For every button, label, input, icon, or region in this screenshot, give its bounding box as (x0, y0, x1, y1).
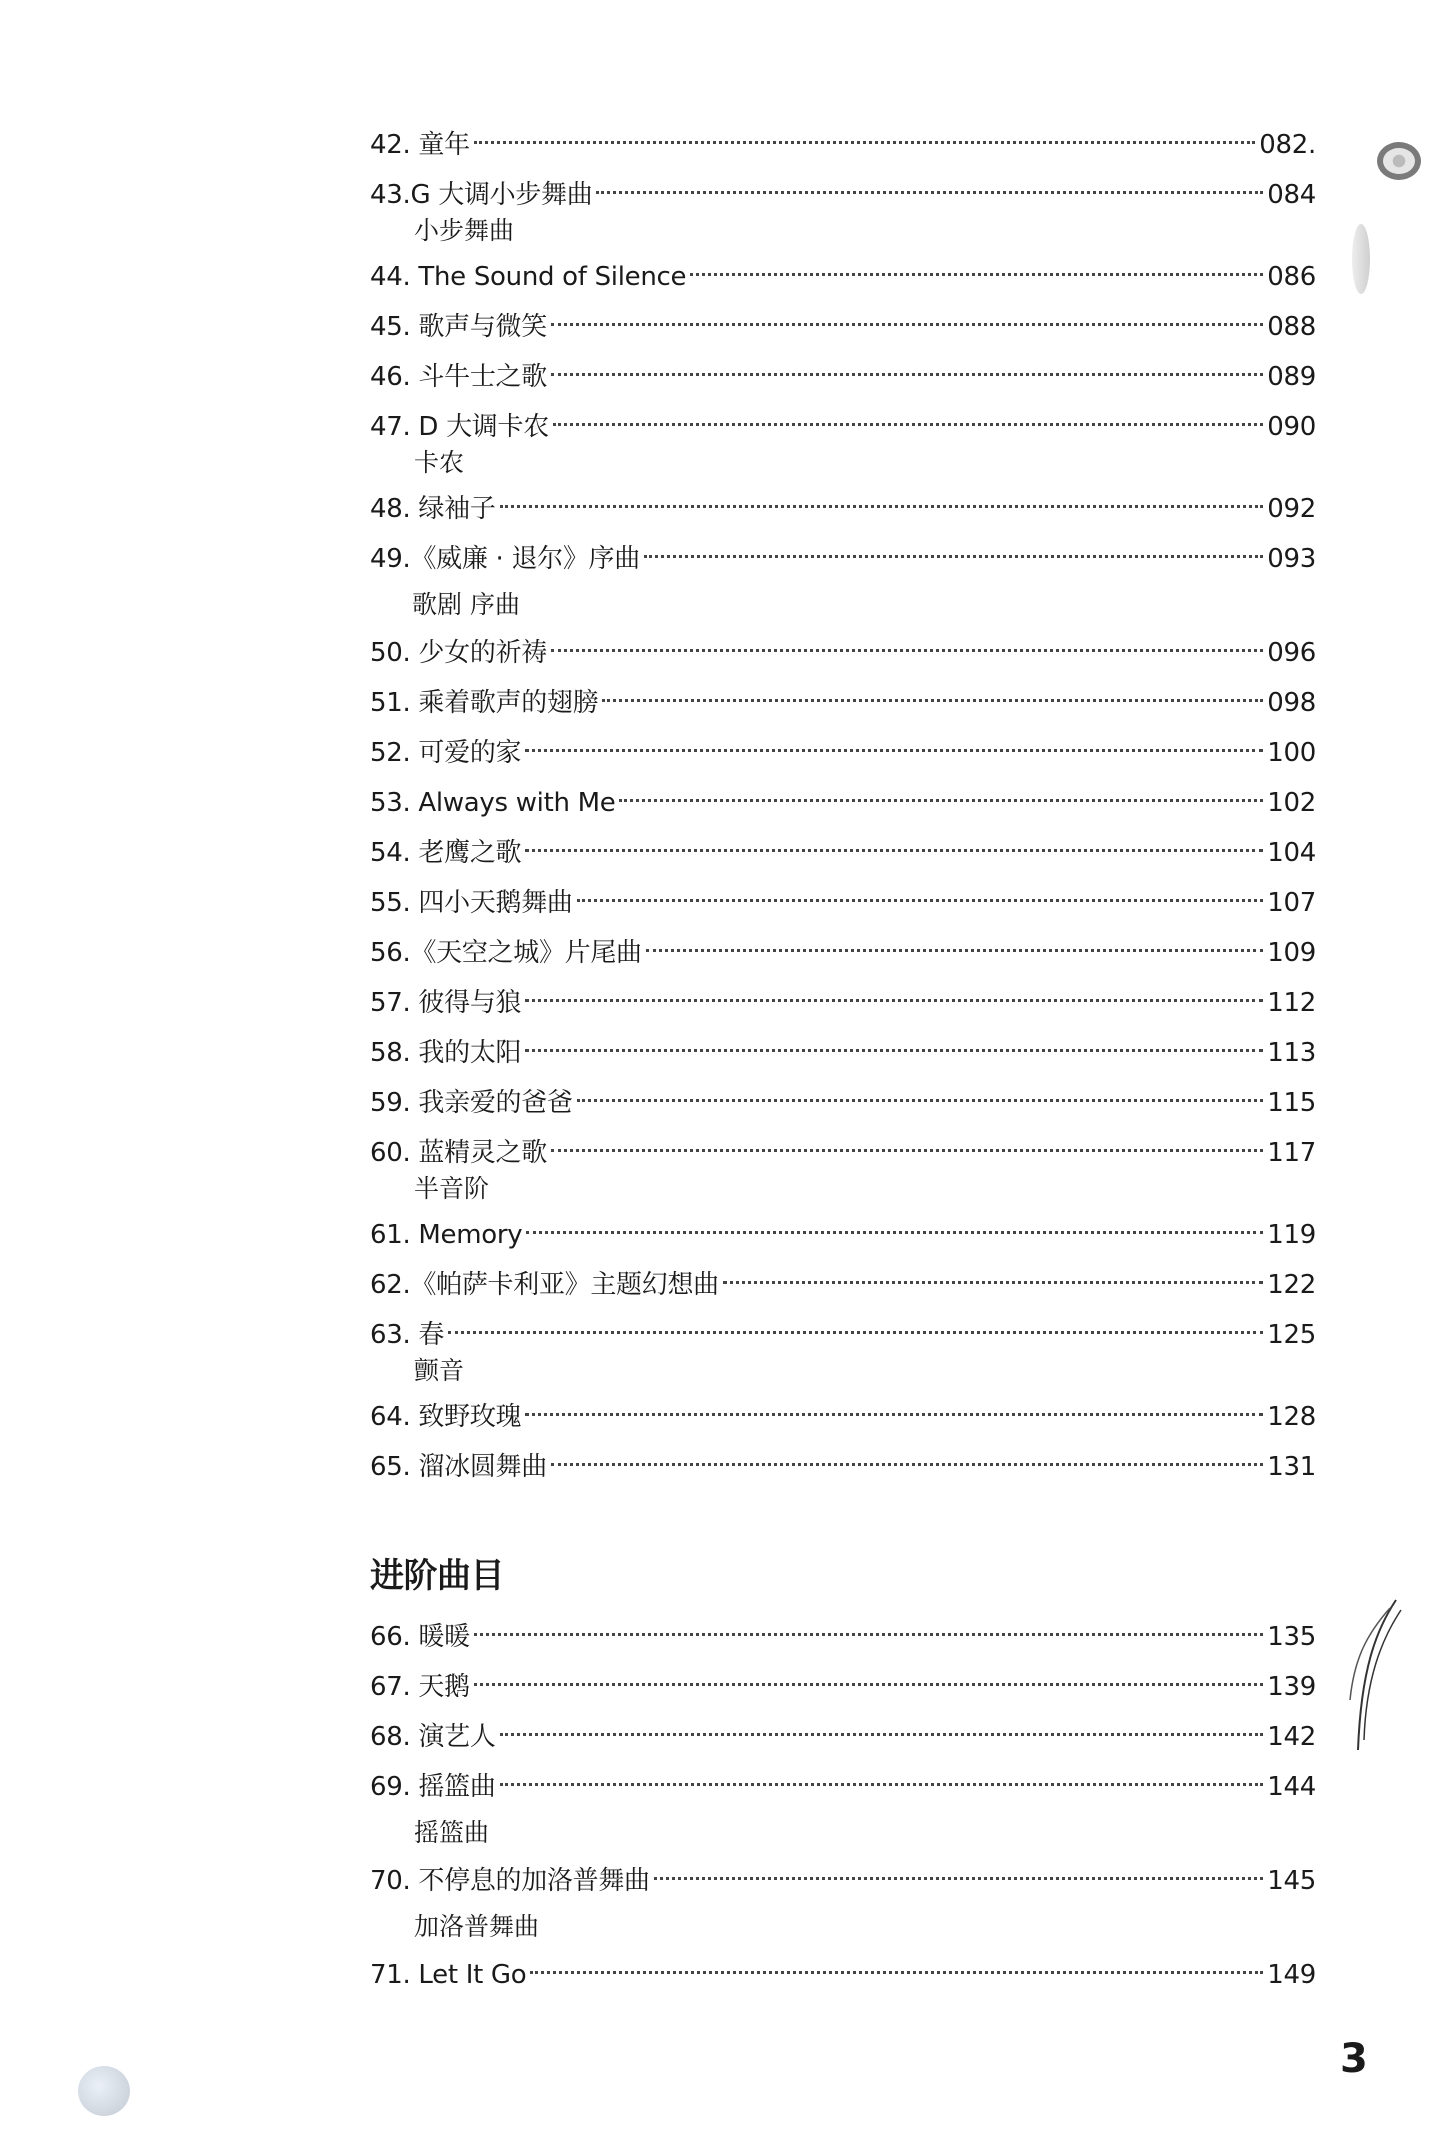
toc-entry-page: 082. (1259, 130, 1316, 160)
dot-leader (602, 673, 1263, 702)
toc-entry-title: 67. 天鹅 (370, 1672, 470, 1702)
toc-entry-line (370, 1716, 1316, 1756)
toc-entry-line (370, 832, 1316, 872)
toc-entry-title: 60. 蓝精灵之歌 (370, 1138, 547, 1168)
toc-entry (370, 124, 1316, 164)
toc-entry-page: 089 (1267, 362, 1316, 392)
toc-entry-title: 58. 我的太阳 (370, 1038, 522, 1068)
toc-entry-page: 139 (1267, 1672, 1316, 1702)
dot-leader (474, 115, 1255, 144)
toc-entry-page: 104 (1267, 838, 1316, 868)
toc-entry (370, 1666, 1316, 1706)
toc-entry (370, 1860, 1316, 1944)
toc-entry (370, 488, 1316, 528)
toc-entry-title: 63. 春 (370, 1320, 445, 1350)
toc-entry-line (370, 174, 1316, 214)
dot-leader (474, 1657, 1263, 1686)
toc-entry-page: 125 (1267, 1320, 1316, 1350)
dot-leader (551, 1123, 1263, 1152)
toc-entry-subtitle: 卡农 (414, 448, 465, 477)
toc-entry-title: 44. The Sound of Silence (370, 262, 687, 292)
toc-entry-title: 69. 摇篮曲 (370, 1772, 496, 1802)
dot-leader (646, 923, 1264, 952)
dot-leader (448, 1305, 1263, 1334)
toc-entry (370, 174, 1316, 248)
toc-entry-page: 117 (1267, 1138, 1316, 1168)
scan-blob-mark (78, 2066, 130, 2116)
dot-leader (474, 1607, 1263, 1636)
scan-edge-mark (1352, 224, 1370, 294)
toc-entry-page: 107 (1267, 888, 1316, 918)
toc-entry-title: 49.《威廉 · 退尔》序曲 (370, 544, 640, 574)
toc-entry-title: 48. 绿袖子 (370, 494, 496, 524)
toc-entry-page: 098 (1267, 688, 1316, 718)
toc-entry-page: 113 (1267, 1038, 1316, 1068)
dot-leader (690, 247, 1263, 276)
toc-entry-page: 131 (1267, 1452, 1316, 1482)
toc-entry-page: 142 (1267, 1722, 1316, 1752)
toc-entry-title: 46. 斗牛士之歌 (370, 362, 547, 392)
toc-entry-line (370, 1860, 1316, 1900)
toc-entry-line (370, 1396, 1316, 1436)
dot-leader (723, 1255, 1263, 1284)
toc-entry-subtitle: 歌剧 序曲 (412, 590, 520, 619)
toc-entry-title: 45. 歌声与微笑 (370, 312, 547, 342)
toc-entry-page: 122 (1267, 1270, 1316, 1300)
toc-entry (370, 306, 1316, 346)
dot-leader (577, 1073, 1264, 1102)
dot-leader (577, 873, 1264, 902)
toc-entry (370, 1766, 1316, 1850)
toc-entry-line (370, 356, 1316, 396)
toc-entry (370, 356, 1316, 396)
toc-entry-subtitle: 颤音 (414, 1356, 465, 1385)
toc-entry-page: 086 (1267, 262, 1316, 292)
toc-entry-title: 54. 老鹰之歌 (370, 838, 522, 868)
toc-entry-title: 43.G 大调小步舞曲 (370, 180, 593, 210)
dot-leader (551, 623, 1263, 652)
toc-entry-line (370, 1214, 1316, 1254)
toc-entry-title: 42. 童年 (370, 130, 470, 160)
toc-entry-title: 61. Memory (370, 1220, 523, 1250)
toc-entry-title: 68. 演艺人 (370, 1722, 496, 1752)
toc-entry-subtitle: 摇篮曲 (414, 1818, 490, 1847)
toc-entry-subtitle: 半音阶 (414, 1174, 490, 1203)
toc-entry-line (370, 1954, 1316, 1994)
toc-entry-line (370, 1132, 1316, 1172)
dot-leader (526, 1205, 1263, 1234)
toc-entry (370, 932, 1316, 972)
toc-entry (370, 1264, 1316, 1304)
dot-leader (551, 1437, 1263, 1466)
dot-leader (525, 823, 1263, 852)
dot-leader (553, 397, 1263, 426)
toc-entry-title: 47. D 大调卡农 (370, 412, 549, 442)
toc-entry (370, 1314, 1316, 1388)
toc-entry (370, 1954, 1316, 1994)
toc-entry-page: 149 (1267, 1960, 1316, 1990)
toc-entry (370, 1716, 1316, 1756)
dot-leader (500, 1707, 1264, 1736)
toc-entry-page: 084 (1267, 180, 1316, 210)
toc-entry-title: 53. Always with Me (370, 788, 616, 818)
toc-entry-title: 62.《帕萨卡利亚》主题幻想曲 (370, 1270, 719, 1300)
toc-entry-title: 51. 乘着歌声的翅膀 (370, 688, 599, 718)
toc-entry-page: 100 (1267, 738, 1316, 768)
page-number: 3 (1340, 2036, 1368, 2082)
toc-entry-title: 65. 溜冰圆舞曲 (370, 1452, 547, 1482)
dot-leader (525, 723, 1263, 752)
toc-entry-line (370, 124, 1316, 164)
toc-entry-line (370, 682, 1316, 722)
toc-entry-title: 66. 暖暖 (370, 1622, 470, 1652)
toc-entry-line (370, 632, 1316, 672)
toc-entry-subtitle: 加洛普舞曲 (414, 1912, 540, 1941)
toc-entry-line (370, 882, 1316, 922)
toc-entry (370, 682, 1316, 722)
toc-entry-line (370, 732, 1316, 772)
toc-entry-page: 102 (1267, 788, 1316, 818)
dot-leader (619, 773, 1263, 802)
toc-entry-title: 57. 彼得与狼 (370, 988, 522, 1018)
toc-entry-line (370, 1446, 1316, 1486)
toc-entry-page: 090 (1267, 412, 1316, 442)
dot-leader (500, 1757, 1264, 1786)
toc-entry-line (370, 982, 1316, 1022)
dot-leader (500, 479, 1264, 508)
dot-leader (530, 1945, 1263, 1974)
toc-entry-line (370, 306, 1316, 346)
toc-entry-line (370, 782, 1316, 822)
toc-entry-subtitle: 小步舞曲 (414, 216, 515, 245)
toc-entry-page: 112 (1267, 988, 1316, 1018)
toc-entry-line (370, 1766, 1316, 1806)
dot-leader (654, 1851, 1264, 1880)
toc-entry-line (370, 538, 1316, 578)
toc-entry-line (370, 1666, 1316, 1706)
toc-entry-line (370, 1616, 1316, 1656)
toc-entry-title: 56.《天空之城》片尾曲 (370, 938, 642, 968)
toc-entry-title: 59. 我亲爱的爸爸 (370, 1088, 573, 1118)
toc-entry-page: 109 (1267, 938, 1316, 968)
toc-entry-page: 135 (1267, 1622, 1316, 1652)
toc-entry-page: 096 (1267, 638, 1316, 668)
toc-entry-line (370, 1082, 1316, 1122)
toc-entry-title: 70. 不停息的加洛普舞曲 (370, 1866, 650, 1896)
dot-leader (525, 973, 1263, 1002)
toc-entry (370, 832, 1316, 872)
toc-entry-line (370, 256, 1316, 296)
toc-entry (370, 256, 1316, 296)
dot-leader (596, 165, 1263, 194)
toc-entry-page: 088 (1267, 312, 1316, 342)
toc-entry (370, 1446, 1316, 1486)
toc-entry (370, 1396, 1316, 1436)
toc-entry (370, 882, 1316, 922)
toc-entry (370, 782, 1316, 822)
toc-entry-title: 50. 少女的祈祷 (370, 638, 547, 668)
section-heading: 进阶曲目 (370, 1556, 504, 1596)
toc-entry-line (370, 406, 1316, 446)
toc-entry (370, 1032, 1316, 1072)
toc-entry-page: 093 (1267, 544, 1316, 574)
dot-leader (525, 1387, 1263, 1416)
toc-entry-page: 145 (1267, 1866, 1316, 1896)
toc-entry-page: 119 (1267, 1220, 1316, 1250)
dot-leader (525, 1023, 1263, 1052)
toc-entry (370, 1214, 1316, 1254)
toc-entry-title: 64. 致野玫瑰 (370, 1402, 522, 1432)
toc-entry-page: 092 (1267, 494, 1316, 524)
toc-entry-page: 115 (1267, 1088, 1316, 1118)
dot-leader (644, 529, 1263, 558)
dot-leader (551, 297, 1263, 326)
toc-entry-line (370, 488, 1316, 528)
toc-entry (370, 1082, 1316, 1122)
toc-entry-title: 52. 可爱的家 (370, 738, 522, 768)
scan-ring-mark (1377, 142, 1421, 180)
toc-entry-line (370, 932, 1316, 972)
toc-entry (370, 982, 1316, 1022)
pencil-swirl-mark (1346, 1590, 1406, 1760)
toc-entry-line (370, 1032, 1316, 1072)
toc-entry (370, 538, 1316, 622)
toc-entry-title: 55. 四小天鹅舞曲 (370, 888, 573, 918)
toc-entry-line (370, 1314, 1316, 1354)
toc-entry-page: 144 (1267, 1772, 1316, 1802)
toc-entry-page: 128 (1267, 1402, 1316, 1432)
toc-entry-line (370, 1264, 1316, 1304)
dot-leader (551, 347, 1263, 376)
toc-entry (370, 1616, 1316, 1656)
toc-entry (370, 732, 1316, 772)
toc-entry-title: 71. Let It Go (370, 1960, 527, 1990)
toc-entry (370, 632, 1316, 672)
toc-entry (370, 1132, 1316, 1206)
toc-entry (370, 406, 1316, 480)
